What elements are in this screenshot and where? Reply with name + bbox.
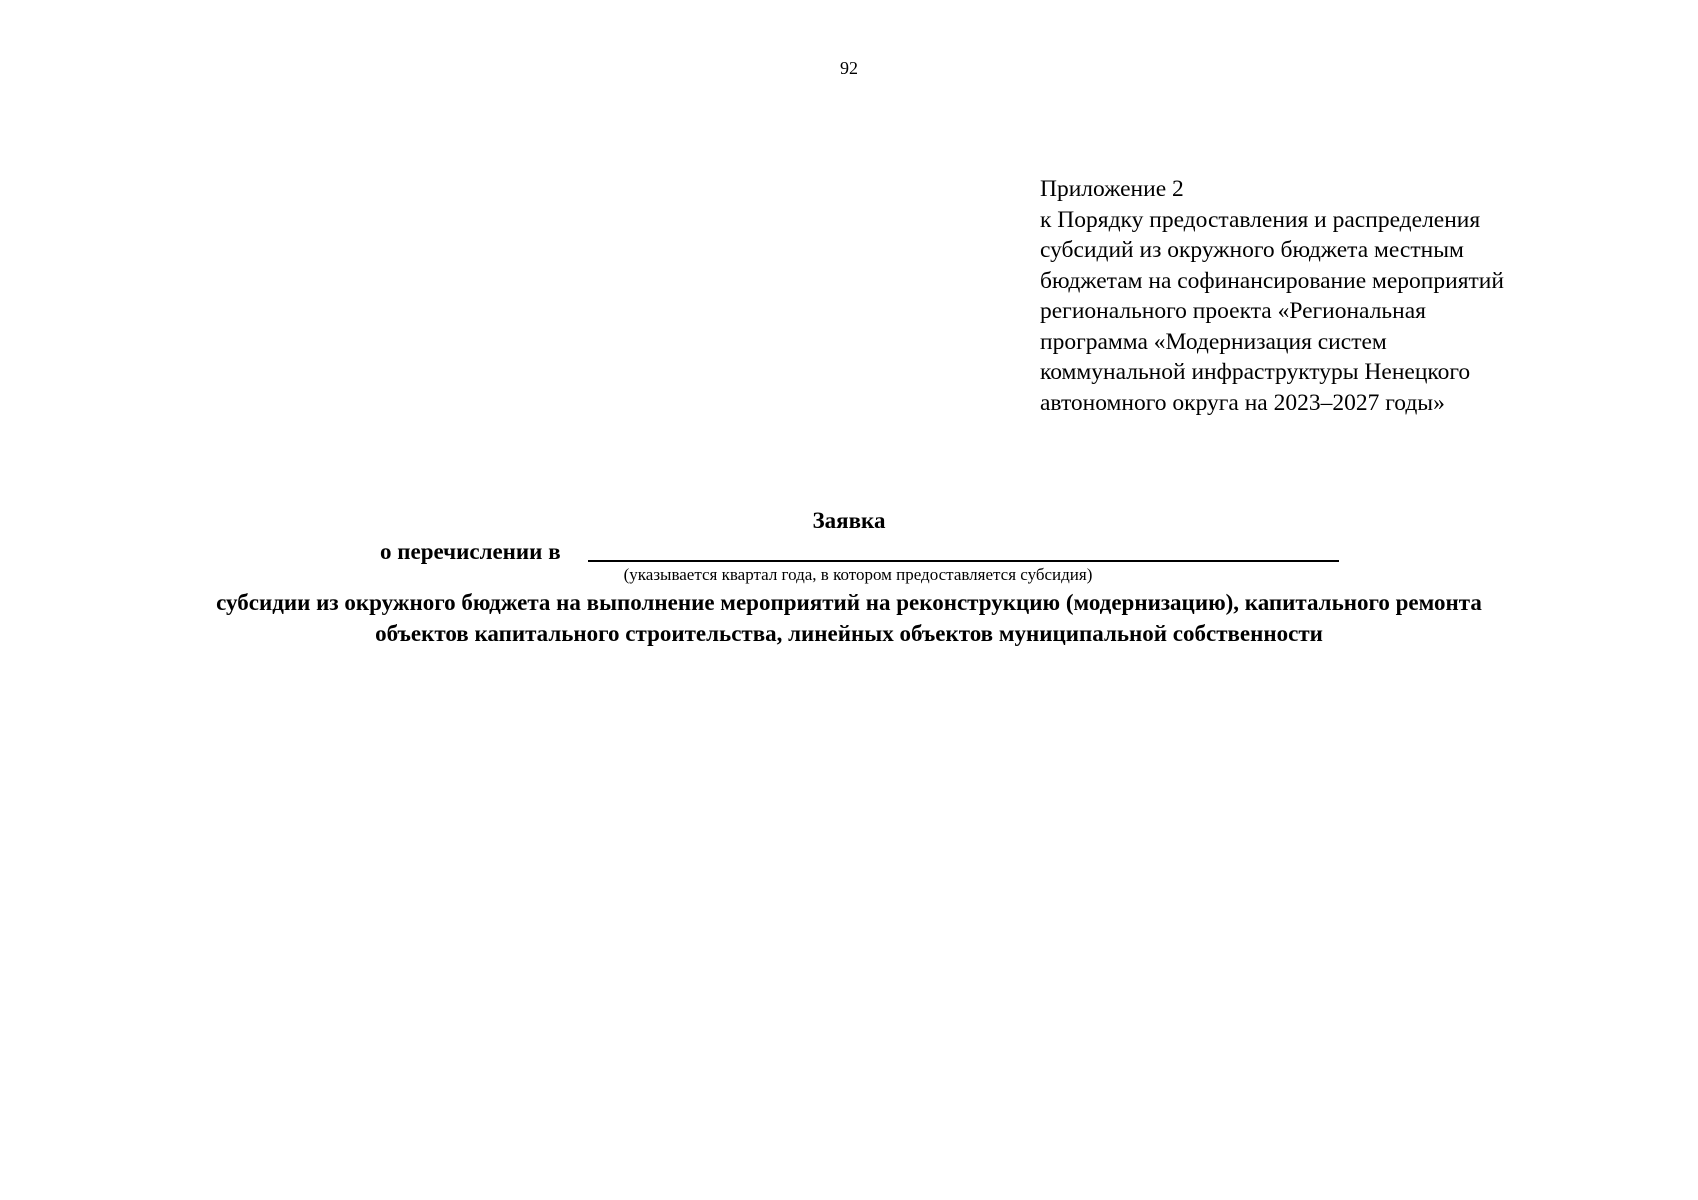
subject-line: объектов капитального строительства, линейных объектов муниципальной собственности — [375, 620, 1323, 646]
page-number: 92 — [840, 58, 858, 78]
request-subject — [0, 588, 1698, 649]
appendix-line: программа «Модернизация систем — [1040, 328, 1387, 355]
appendix-line: коммунальной инфраструктуры Ненецкого — [1040, 359, 1471, 385]
transfer-prefix: о перечислении в — [380, 539, 561, 564]
blank-hint: (указывается квартал года, в котором предоставляется субсидия) — [623, 565, 1093, 584]
appendix-title: Приложение 2 — [1040, 176, 1184, 202]
subject-line: субсидии из окружного бюджета на выполнение мероприятий на реконструкцию (модернизацию), капитального ремонта — [216, 590, 1482, 615]
document-title: Заявка — [812, 508, 886, 533]
appendix-line: бюджетам на софинансирование мероприятий — [1040, 267, 1504, 294]
appendix-line: регионального проекта «Региональная — [1040, 298, 1426, 324]
appendix-line: автономного округа на 2023–2027 годы» — [1040, 389, 1445, 416]
appendix-header — [1040, 174, 1600, 418]
quarter-blank-line — [588, 560, 1339, 562]
appendix-line: субсидий из окружного бюджета местным — [1040, 237, 1464, 263]
appendix-line: к Порядку предоставления и распределения — [1040, 206, 1481, 233]
